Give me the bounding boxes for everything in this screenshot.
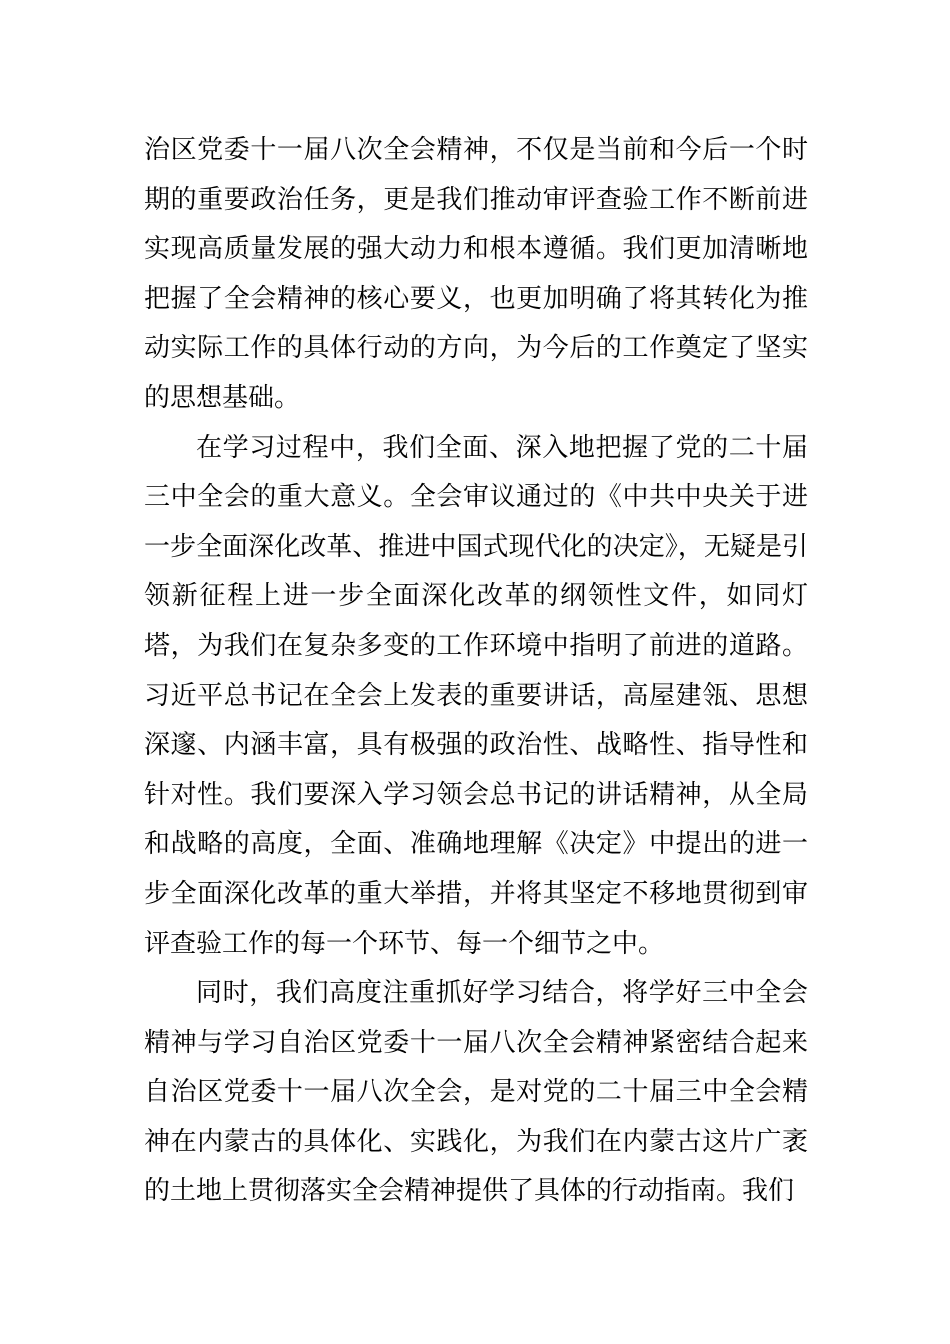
paragraph-continuation: 治区党委十一届八次全会精神，不仅是当前和今后一个时期的重要政治任务，更是我们推动审评查验工作不断前进实现高质量发展的强大动力和根本遵循。我们更加清晰地把握了全会精神的核心要义，也更加明确了将其转化为推动实际工作的具体行动的方向，为今后的工作奠定了坚实的思想基础。: [144, 135, 808, 413]
body-text: [144, 126, 808, 1217]
paragraph-study-combination: 同时，我们高度注重抓好学习结合，将学好三中全会精神与学习自治区党委十一届八次全会精神紧密结合起来自治区党委十一届八次全会，是对党的二十届三中全会精神在内蒙古的具体化、实践化，为我们在内蒙古这片广袤的土地上贯彻落实全会精神提供了具体的行动指南。我们: [144, 978, 808, 1207]
paragraph-study-process: 在学习过程中，我们全面、深入地把握了党的二十届三中全会的重大意义。全会审议通过的《中共中央关于进一步全面深化改革、推进中国式现代化的决定》，无疑是引领新征程上进一步全面深化改革的纲领性文件，如同灯塔，为我们在复杂多变的工作环境中指明了前进的道路。习近平总书记在全会上发表的重要讲话，高屋建瓴、思想深邃、内涵丰富，具有极强的政治性、战略性、指导性和针对性。我们要深入学习领会总书记的讲话精神，从全局和战略的高度，全面、准确地理解《决定》中提出的进一步全面深化改革的重大举措，并将其坚定不移地贯彻到审评查验工作的每一个环节、每一个细节之中。: [144, 432, 808, 959]
